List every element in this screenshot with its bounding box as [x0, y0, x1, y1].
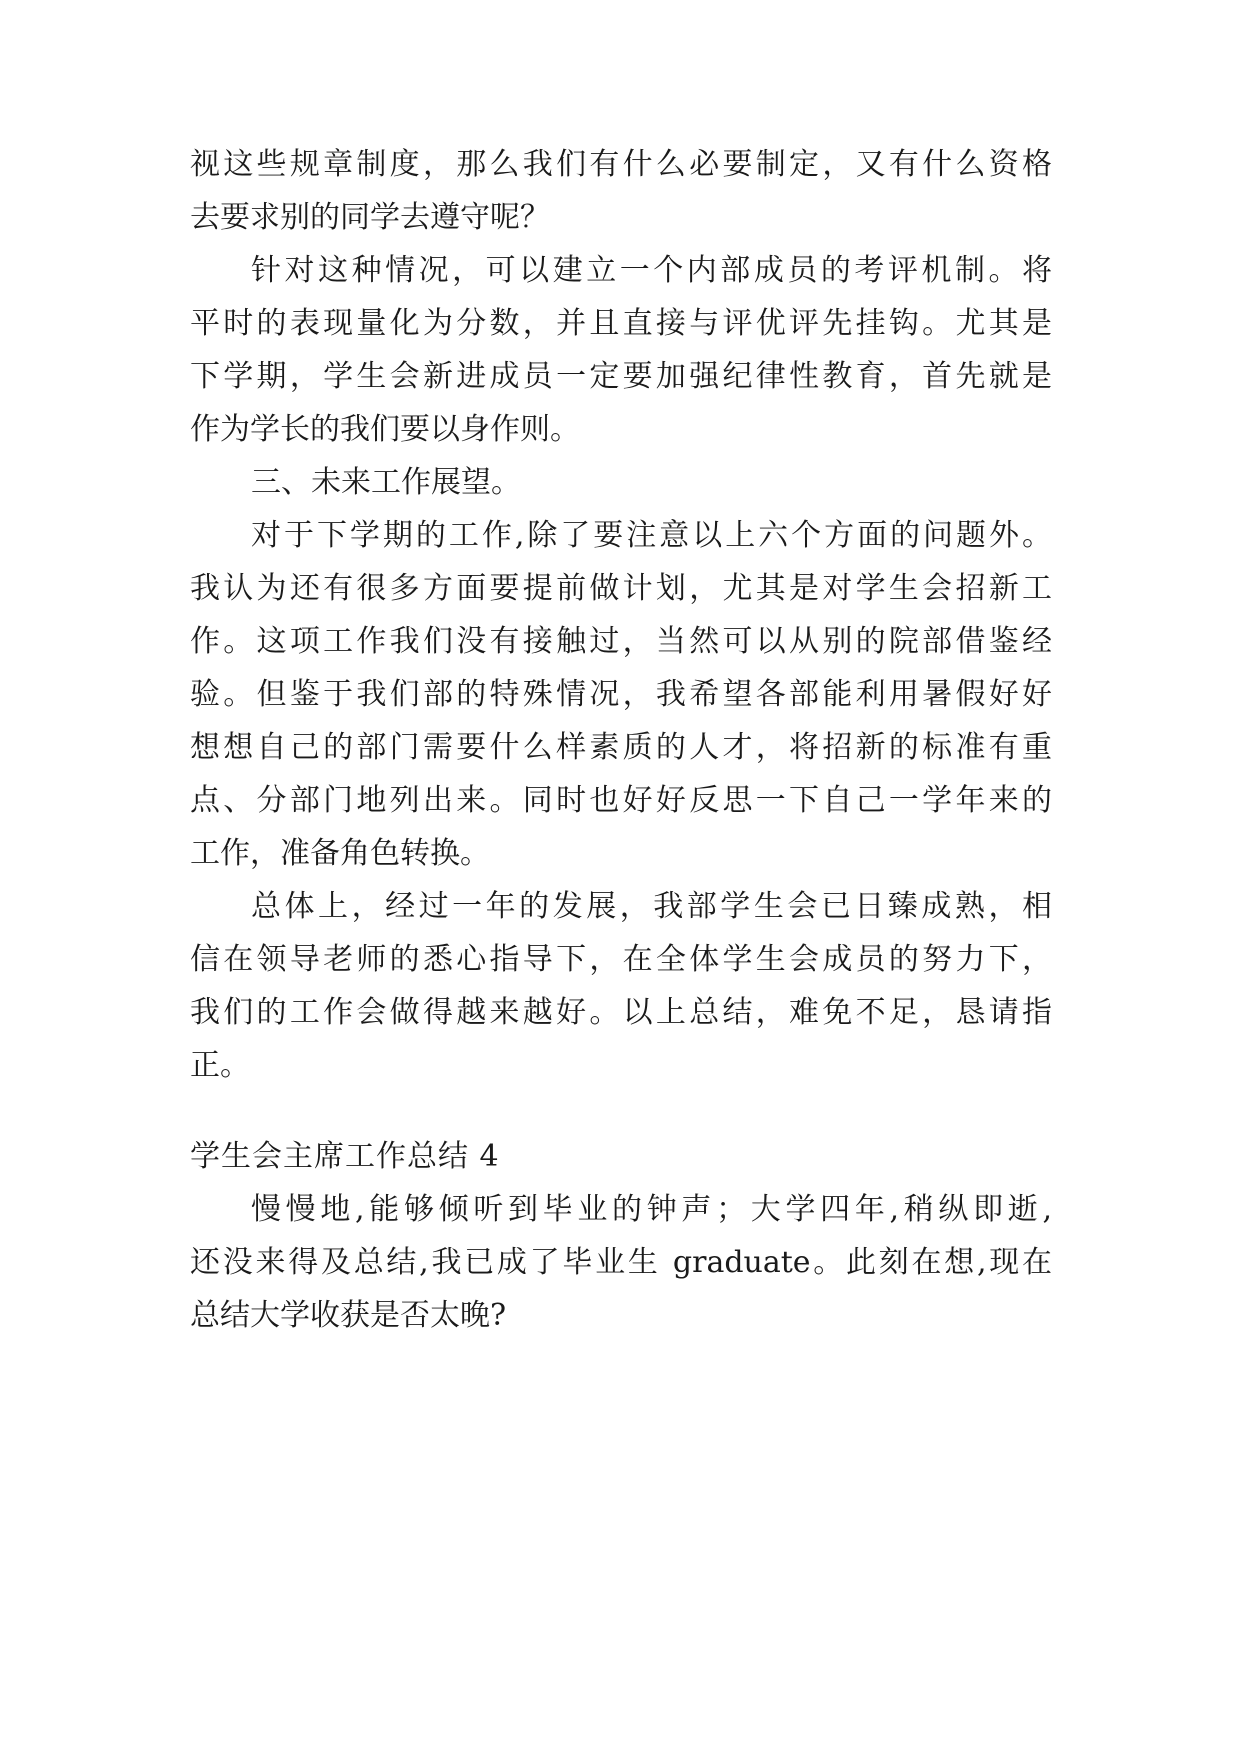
- section-paragraph-line-2: 还没来得及总结,我已成了毕业生 graduate。此刻在想,现在: [190, 1245, 1052, 1280]
- section-title: 学生会主席工作总结 4: [190, 1139, 500, 1174]
- paragraph-2-line-3: 下学期，学生会新进成员一定要加强纪律性教育，首先就是: [190, 359, 1052, 394]
- paragraph-2-line-4: 作为学长的我们要以身作则。: [190, 412, 580, 447]
- paragraph-5-line-4: 正。: [190, 1048, 250, 1083]
- section-paragraph-line-1: 慢慢地,能够倾听到毕业的钟声；大学四年,稍纵即逝,: [251, 1192, 1052, 1227]
- paragraph-5-line-3: 我们的工作会做得越来越好。以上总结，难免不足，恳请指: [190, 995, 1052, 1030]
- paragraph-4-line-6: 点、分部门地列出来。同时也好好反思一下自己一学年来的: [190, 783, 1052, 818]
- paragraph-4-line-7: 工作，准备角色转换。: [190, 836, 490, 871]
- section-paragraph-line-3: 总结大学收获是否太晚?: [190, 1298, 507, 1333]
- paragraph-3-heading: 三、未来工作展望。: [251, 465, 521, 500]
- paragraph-5-line-2: 信在领导老师的悉心指导下，在全体学生会成员的努力下，: [190, 942, 1052, 977]
- paragraph-4-line-4: 验。但鉴于我们部的特殊情况，我希望各部能利用暑假好好: [190, 677, 1052, 712]
- paragraph-4-line-1: 对于下学期的工作,除了要注意以上六个方面的问题外。: [251, 518, 1052, 553]
- paragraph-4-line-5: 想想自己的部门需要什么样素质的人才，将招新的标准有重: [190, 730, 1052, 765]
- paragraph-4-line-3: 作。这项工作我们没有接触过，当然可以从别的院部借鉴经: [190, 624, 1052, 659]
- paragraph-4-line-2: 我认为还有很多方面要提前做计划，尤其是对学生会招新工: [190, 571, 1052, 606]
- paragraph-2-line-1: 针对这种情况，可以建立一个内部成员的考评机制。将: [251, 253, 1052, 288]
- paragraph-1-line-2: 去要求别的同学去遵守呢？: [190, 200, 550, 235]
- paragraph-5-line-1: 总体上，经过一年的发展，我部学生会已日臻成熟，相: [251, 889, 1052, 924]
- paragraph-2-line-2: 平时的表现量化为分数，并且直接与评优评先挂钩。尤其是: [190, 306, 1052, 341]
- paragraph-1-line-1: 视这些规章制度，那么我们有什么必要制定，又有什么资格: [190, 147, 1052, 182]
